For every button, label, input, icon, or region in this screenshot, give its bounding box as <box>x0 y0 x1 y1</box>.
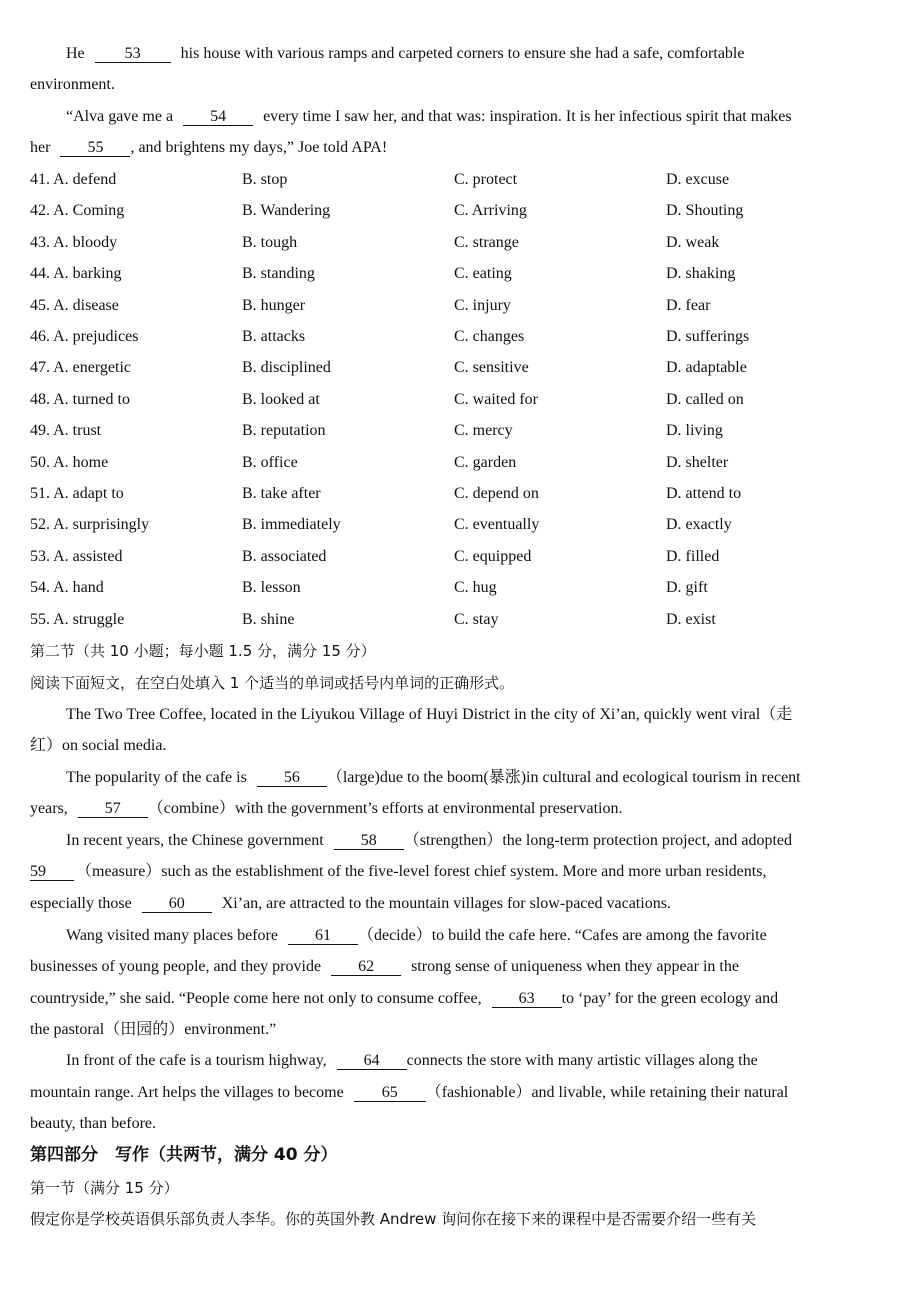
option-text: B. associated <box>242 547 327 565</box>
option-text: D. attend to <box>666 485 742 502</box>
option-text: A. surprisingly <box>53 516 150 534</box>
option-text: D. called on <box>666 390 744 408</box>
question-option-d <box>666 327 749 347</box>
option-text: B. shine <box>242 610 295 628</box>
option-text: C. depend on <box>454 485 539 502</box>
question-number: 45. <box>30 296 50 314</box>
option-text: C. mercy <box>454 422 513 440</box>
option-text: A. barking <box>53 265 122 283</box>
option-text: B. office <box>242 453 298 471</box>
option-text: C. protect <box>454 171 518 188</box>
passage-line <box>66 926 870 946</box>
passage-line <box>30 138 870 158</box>
option-text: A. trust <box>53 422 102 440</box>
question-option-b <box>242 390 320 410</box>
option-text: A. hand <box>53 579 104 597</box>
passage-line <box>66 1051 870 1071</box>
option-text: A. struggle <box>53 610 125 628</box>
text: every time I saw her, and that was: inspiration. It is her infectious spirit that makes <box>263 108 792 125</box>
option-text: B. reputation <box>242 422 326 440</box>
question-option-c <box>454 484 539 504</box>
text: （measure）such as the establishment of the five-level forest chief system. More and more urban residents, <box>76 863 767 880</box>
passage-line: The Two Tree Coffee, located in the Liyukou Village of Huyi District in the city of Xi’an, quickly went viral（走 <box>66 706 793 723</box>
option-text: D. adaptable <box>666 359 747 377</box>
text: years, <box>30 800 68 817</box>
question-option-d <box>666 453 728 473</box>
question-option-b <box>242 421 326 441</box>
option-text: D. filled <box>666 547 720 565</box>
option-text: A. assisted <box>53 547 123 565</box>
question-option-b <box>242 170 287 190</box>
question-option-d <box>666 201 743 221</box>
question-number: 41. <box>30 171 50 188</box>
option-text: D. sufferings <box>666 328 750 345</box>
option-text: D. excuse <box>666 171 730 188</box>
text: countryside,” she said. “People come here not only to consume coffee, <box>30 990 482 1007</box>
question-number: 51. <box>30 485 50 502</box>
option-text: D. shelter <box>666 453 729 471</box>
question-option-c <box>454 264 512 284</box>
option-text: C. strange <box>454 233 519 251</box>
question-option-d <box>666 358 747 378</box>
blank-54: 54 <box>183 109 253 126</box>
section-heading: 第二节（共 10 小题；每小题 1.5 分，满分 15 分） <box>30 642 376 660</box>
question-option-c <box>454 233 519 253</box>
question-option-c <box>454 201 527 221</box>
option-text: B. lesson <box>242 579 301 597</box>
blank-62: 62 <box>331 959 401 976</box>
option-text: A. Coming <box>53 202 125 220</box>
option-text: C. eating <box>454 265 512 283</box>
text: to ‘pay’ for the green ecology and <box>561 990 779 1007</box>
question-number: 49. <box>30 422 50 440</box>
question-option-c <box>454 390 538 410</box>
question-number: 44. <box>30 265 50 283</box>
option-text: C. changes <box>454 328 525 345</box>
blank-55: 55 <box>60 140 130 157</box>
question-option-b <box>242 233 297 253</box>
text: He <box>66 45 85 62</box>
text: mountain range. Art helps the villages to become <box>30 1084 344 1101</box>
text: , and brightens my days,” Joe told APA! <box>130 139 388 156</box>
question-option-a <box>30 610 124 630</box>
option-text: C. waited for <box>454 390 538 408</box>
question-option-b <box>242 201 330 221</box>
text: his house with various ramps and carpeted corners to ensure she had a safe, comfortable <box>180 45 745 62</box>
question-option-d <box>666 578 708 598</box>
text: In recent years, the Chinese government <box>66 832 324 849</box>
question-option-b <box>242 453 298 473</box>
blank-61: 61 <box>288 928 358 945</box>
passage-line: 红）on social media. <box>30 737 167 754</box>
question-option-a <box>30 201 124 221</box>
question-option-b <box>242 296 305 316</box>
text: connects the store with many artistic villages along the <box>406 1052 758 1069</box>
option-text: B. immediately <box>242 516 341 534</box>
option-text: C. hug <box>454 579 497 597</box>
question-number: 42. <box>30 202 50 220</box>
option-text: B. hunger <box>242 296 306 314</box>
passage-line: beauty, than before. <box>30 1115 157 1132</box>
text: （fashionable）and livable, while retaining their natural <box>425 1084 789 1101</box>
question-option-c <box>454 358 529 378</box>
task-text: 假定你是学校英语俱乐部负责人李华。你的英国外教 Andrew 询问你在接下来的课程中是否需要介绍一些有关 <box>30 1210 757 1228</box>
passage-line <box>30 894 870 914</box>
blank-57: 57 <box>78 801 148 818</box>
text: （strengthen）the long-term protection project, and adopted <box>403 832 793 849</box>
option-text: C. equipped <box>454 547 532 565</box>
blank-64: 64 <box>337 1053 407 1070</box>
option-text: A. energetic <box>53 359 132 377</box>
question-option-a <box>30 453 108 473</box>
option-text: A. disease <box>53 296 119 314</box>
question-option-a <box>30 327 138 347</box>
option-text: C. Arriving <box>454 202 527 220</box>
text: strong sense of uniqueness when they appear in the <box>411 958 739 975</box>
question-option-c <box>454 327 524 347</box>
passage-line <box>30 1083 870 1103</box>
option-text: C. stay <box>454 610 499 628</box>
question-option-a <box>30 296 119 316</box>
question-option-a <box>30 264 122 284</box>
question-option-b <box>242 484 321 504</box>
question-option-c <box>454 170 517 190</box>
question-option-a <box>30 484 124 504</box>
question-option-d <box>666 170 729 190</box>
question-option-b <box>242 578 301 598</box>
question-number: 54. <box>30 579 50 597</box>
question-option-d <box>666 484 741 504</box>
question-number: 47. <box>30 359 50 377</box>
question-option-b <box>242 547 326 567</box>
passage-line <box>66 768 870 788</box>
blank-60: 60 <box>142 896 212 913</box>
option-text: D. shaking <box>666 265 736 283</box>
question-option-a <box>30 170 116 190</box>
question-number: 53. <box>30 547 50 565</box>
option-text: D. Shouting <box>666 202 744 220</box>
question-option-c <box>454 515 539 535</box>
passage-line <box>30 862 870 882</box>
text: （decide）to build the cafe here. “Cafes are among the favorite <box>357 927 767 944</box>
question-option-c <box>454 421 513 441</box>
question-option-d <box>666 610 716 630</box>
blank-65: 65 <box>354 1085 426 1102</box>
section-heading: 第一节（满分 15 分） <box>30 1179 179 1197</box>
question-option-b <box>242 610 294 630</box>
passage-line <box>30 989 870 1009</box>
option-text: D. exactly <box>666 516 732 534</box>
question-option-a <box>30 358 131 378</box>
blank-59: 59 <box>30 864 74 881</box>
option-text: B. standing <box>242 265 315 283</box>
blank-53: 53 <box>95 46 171 63</box>
option-text: A. adapt to <box>53 485 124 502</box>
question-option-c <box>454 610 498 630</box>
question-option-a <box>30 390 130 410</box>
option-text: C. injury <box>454 296 511 314</box>
question-option-c <box>454 453 516 473</box>
question-option-b <box>242 327 305 347</box>
option-text: C. sensitive <box>454 359 529 377</box>
question-number: 48. <box>30 390 50 408</box>
question-option-d <box>666 296 710 316</box>
option-text: C. garden <box>454 453 517 471</box>
option-text: A. home <box>53 453 109 471</box>
text: her <box>30 139 51 156</box>
text: （combine）with the government’s efforts at environmental preservation. <box>147 800 623 817</box>
question-option-d <box>666 421 723 441</box>
option-text: A. bloody <box>53 233 118 251</box>
option-text: D. living <box>666 422 723 440</box>
part-heading: 第四部分 写作（共两节，满分 40 分） <box>30 1145 338 1165</box>
question-option-b <box>242 358 331 378</box>
passage-line <box>30 957 870 977</box>
question-option-a <box>30 547 122 567</box>
question-option-d <box>666 390 744 410</box>
option-text: B. take after <box>242 485 321 502</box>
question-number: 52. <box>30 516 50 534</box>
question-number: 55. <box>30 610 50 628</box>
question-option-a <box>30 233 117 253</box>
passage-line <box>30 799 870 819</box>
question-option-a <box>30 421 101 441</box>
option-text: D. exist <box>666 610 716 628</box>
question-option-c <box>454 578 497 598</box>
text: especially those <box>30 895 132 912</box>
text: The popularity of the cafe is <box>66 769 247 786</box>
blank-63: 63 <box>492 991 562 1008</box>
text: （large)due to the boom(暴涨)in cultural and ecological tourism in recent <box>326 769 801 786</box>
option-text: A. defend <box>53 171 117 188</box>
option-text: A. prejudices <box>53 328 139 345</box>
text: “Alva gave me a <box>66 108 174 125</box>
question-option-a <box>30 515 149 535</box>
question-option-d <box>666 515 732 535</box>
question-option-a <box>30 578 104 598</box>
option-text: D. fear <box>666 296 711 314</box>
text: In front of the cafe is a tourism highway, <box>66 1052 327 1069</box>
passage-line <box>66 107 870 127</box>
passage-line: the pastoral（田园的）environment.” <box>30 1021 277 1038</box>
question-option-d <box>666 547 719 567</box>
question-option-b <box>242 515 341 535</box>
question-option-d <box>666 233 719 253</box>
option-text: B. tough <box>242 233 298 251</box>
text: Wang visited many places before <box>66 927 278 944</box>
option-text: B. looked at <box>242 390 320 408</box>
question-option-c <box>454 296 511 316</box>
passage-line <box>66 44 870 64</box>
option-text: C. eventually <box>454 516 540 534</box>
section-instruction: 阅读下面短文，在空白处填入 1 个适当的单词或括号内单词的正确形式。 <box>30 674 515 692</box>
option-text: B. stop <box>242 171 288 188</box>
question-number: 50. <box>30 453 50 471</box>
option-text: D. weak <box>666 233 720 251</box>
blank-58: 58 <box>334 833 404 850</box>
question-number: 43. <box>30 233 50 251</box>
passage-line <box>66 831 870 851</box>
question-option-b <box>242 264 315 284</box>
question-number: 46. <box>30 328 50 345</box>
text: Xi’an, are attracted to the mountain villages for slow-paced vacations. <box>221 895 671 912</box>
option-text: B. attacks <box>242 328 306 345</box>
option-text: B. disciplined <box>242 359 331 377</box>
option-text: D. gift <box>666 579 708 597</box>
blank-56: 56 <box>257 770 327 787</box>
option-text: A. turned to <box>53 390 130 408</box>
passage-line: environment. <box>30 76 115 93</box>
question-option-d <box>666 264 735 284</box>
option-text: B. Wandering <box>242 202 331 220</box>
question-option-c <box>454 547 531 567</box>
text: businesses of young people, and they provide <box>30 958 322 975</box>
